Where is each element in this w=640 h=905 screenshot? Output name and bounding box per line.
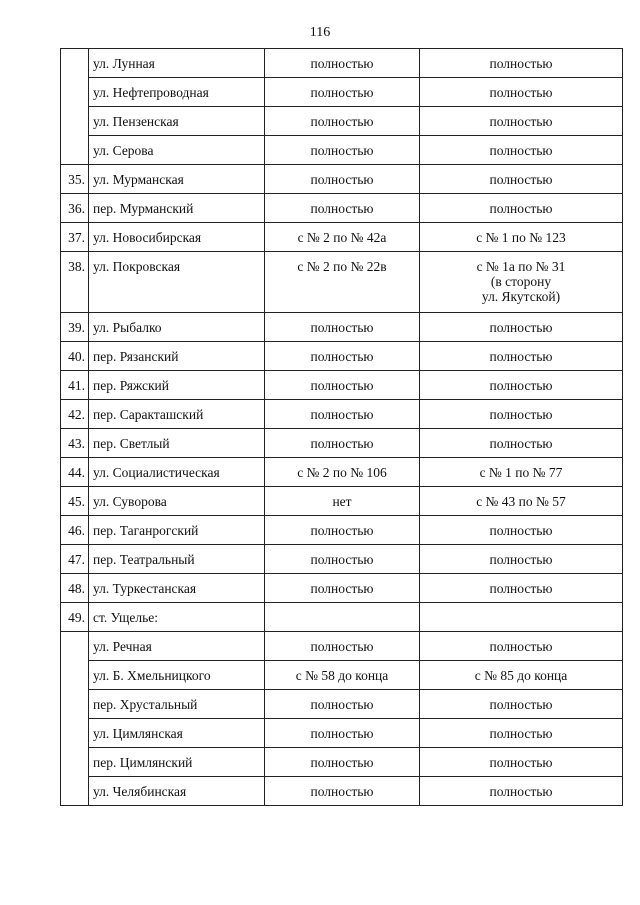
cell-odd-text: полностью [489,523,553,538]
cell-even [265,49,420,78]
cell-street-text: пер. Цимлянский [93,755,193,770]
cell-num [61,603,89,632]
cell-even-text: полностью [310,378,374,393]
table-row [61,165,623,194]
cell-even [265,516,420,545]
cell-even-text [269,603,415,610]
cell-street [89,165,265,194]
cell-num [61,165,89,194]
cell-even-text: полностью [310,581,374,596]
cell-num-text: 47. [68,552,85,567]
cell-street-text: ул. Нефтепроводная [93,85,209,100]
cell-street-text: пер. Саракташский [93,407,204,422]
cell-num [61,661,89,690]
cell-num [61,545,89,574]
cell-odd-text: полностью [489,378,553,393]
cell-odd [420,458,623,487]
cell-even [265,632,420,661]
cell-even [265,661,420,690]
table-row [61,632,623,661]
cell-num-text [65,136,85,143]
cell-num [61,49,89,78]
cell-odd [420,49,623,78]
cell-even-text: полностью [310,114,374,129]
cell-even-text: полностью [310,85,374,100]
cell-even [265,400,420,429]
cell-odd [420,487,623,516]
cell-street-text: ул. Мурманская [93,172,184,187]
cell-street-text: ул. Рыбалко [93,320,162,335]
cell-even-text: с № 58 до конца [295,668,389,683]
table-row [61,136,623,165]
cell-num-text: 49. [68,610,85,625]
cell-num [61,78,89,107]
cell-odd-text: с № 1а по № 31 (в сторону ул. Якутской) [476,259,566,304]
table-row [61,719,623,748]
cell-street-text: пер. Таганрогский [93,523,199,538]
cell-num [61,223,89,252]
table-row [61,223,623,252]
cell-even [265,603,420,632]
cell-street [89,603,265,632]
table-row [61,371,623,400]
cell-num [61,252,89,313]
cell-even-text: полностью [310,349,374,364]
cell-street-text: ул. Туркестанская [93,581,197,596]
cell-street [89,545,265,574]
cell-odd-text: полностью [489,436,553,451]
cell-street-text: пер. Светлый [93,436,170,451]
cell-even [265,194,420,223]
cell-num-text: 44. [68,465,85,480]
cell-num-text: 39. [68,320,85,335]
cell-even [265,719,420,748]
cell-street-text: ул. Речная [93,639,152,654]
cell-num [61,194,89,223]
cell-even-text: полностью [310,320,374,335]
cell-num-text: 40. [68,349,85,364]
cell-even [265,107,420,136]
cell-num [61,719,89,748]
cell-num-text: 37. [68,230,85,245]
cell-street-text: ул. Суворова [93,494,167,509]
table-row [61,313,623,342]
cell-street-text: пер. Рязанский [93,349,179,364]
cell-odd [420,748,623,777]
cell-street [89,690,265,719]
cell-num-text [65,748,85,755]
cell-num [61,429,89,458]
cell-odd-text: полностью [489,56,553,71]
cell-street-text: ул. Б. Хмельницкого [93,668,211,683]
cell-odd-text: полностью [489,639,553,654]
cell-street [89,574,265,603]
cell-num [61,516,89,545]
cell-odd-text: с № 1 по № 123 [476,230,566,245]
cell-even-text: полностью [310,201,374,216]
cell-odd-text [424,603,618,610]
table-row [61,458,623,487]
cell-even-text: с № 2 по № 42а [297,230,387,245]
cell-odd [420,661,623,690]
cell-num-text: 48. [68,581,85,596]
cell-street-text: ул. Челябинская [93,784,187,799]
cell-num [61,632,89,661]
table-row [61,429,623,458]
cell-street-text: ул. Социалистическая [93,465,220,480]
cell-street-text: ул. Новосибирская [93,230,202,245]
cell-odd [420,107,623,136]
cell-even [265,429,420,458]
cell-odd-text: полностью [489,726,553,741]
cell-num-text [65,777,85,784]
cell-num-text: 35. [68,172,85,187]
cell-odd-text: полностью [489,552,553,567]
cell-odd [420,252,623,313]
cell-street [89,252,265,313]
cell-street [89,458,265,487]
cell-street [89,429,265,458]
cell-num [61,487,89,516]
cell-num [61,458,89,487]
cell-even-text: полностью [310,552,374,567]
table-row [61,78,623,107]
cell-even-text: с № 2 по № 106 [297,465,387,480]
table-row [61,49,623,78]
cell-even [265,690,420,719]
cell-even-text: полностью [310,172,374,187]
cell-odd-text: полностью [489,697,553,712]
table-row [61,777,623,806]
cell-odd-text: полностью [489,172,553,187]
table-row [61,487,623,516]
cell-even-text: полностью [310,407,374,422]
cell-num-text: 38. [68,259,85,274]
cell-odd [420,603,623,632]
cell-odd [420,719,623,748]
cell-num [61,690,89,719]
page-number: 116 [309,25,331,40]
table-row [61,342,623,371]
cell-odd [420,313,623,342]
cell-odd [420,690,623,719]
cell-even [265,777,420,806]
table-row [61,748,623,777]
cell-street [89,748,265,777]
cell-street-text: ул. Лунная [93,56,155,71]
cell-even [265,223,420,252]
cell-num-text: 46. [68,523,85,538]
cell-odd [420,78,623,107]
cell-odd [420,516,623,545]
cell-street-text: ст. Ущелье: [93,610,159,625]
cell-street-text: пер. Мурманский [93,201,194,216]
cell-even-text: полностью [310,639,374,654]
cell-odd [420,223,623,252]
table-row [61,107,623,136]
cell-odd [420,165,623,194]
cell-street-text: пер. Театральный [93,552,195,567]
cell-num-text [65,107,85,114]
cell-street-text: ул. Пензенская [93,114,179,129]
cell-odd [420,136,623,165]
cell-num [61,574,89,603]
cell-odd-text: полностью [489,755,553,770]
streets-table-body [61,49,623,806]
cell-even [265,748,420,777]
cell-odd [420,194,623,223]
cell-num-text: 43. [68,436,85,451]
table-row [61,516,623,545]
cell-even [265,136,420,165]
cell-street [89,223,265,252]
streets-table [60,48,623,806]
cell-num-text: 42. [68,407,85,422]
cell-odd-text: полностью [489,784,553,799]
cell-even-text: полностью [310,697,374,712]
cell-even-text: полностью [310,436,374,451]
cell-odd-text: полностью [489,349,553,364]
cell-odd-text: с № 85 до конца [474,668,568,683]
cell-street [89,49,265,78]
cell-num [61,342,89,371]
cell-even-text: полностью [310,726,374,741]
cell-num [61,313,89,342]
cell-odd-text: полностью [489,114,553,129]
cell-odd-text: полностью [489,201,553,216]
cell-street [89,777,265,806]
cell-odd [420,632,623,661]
cell-street [89,342,265,371]
cell-even-text: полностью [310,56,374,71]
cell-street [89,487,265,516]
cell-even [265,487,420,516]
cell-street-text: пер. Ряжский [93,378,170,393]
cell-num-text [65,632,85,639]
cell-odd-text: полностью [489,320,553,335]
cell-odd-text: полностью [489,581,553,596]
cell-street-text: пер. Хрустальный [93,697,198,712]
cell-num-text [65,78,85,85]
cell-odd-text: с № 1 по № 77 [479,465,563,480]
cell-num-text [65,690,85,697]
cell-street [89,400,265,429]
cell-odd [420,342,623,371]
cell-even [265,252,420,313]
cell-street-text: ул. Покровская [93,259,181,274]
cell-street-text: ул. Серова [93,143,154,158]
cell-even-text: полностью [310,143,374,158]
cell-even [265,371,420,400]
cell-even-text: нет [332,494,352,509]
cell-num [61,777,89,806]
table-row [61,400,623,429]
cell-num-text [65,49,85,56]
cell-street-text: ул. Цимлянская [93,726,183,741]
cell-num-text: 36. [68,201,85,216]
cell-street [89,313,265,342]
cell-num-text [65,661,85,668]
cell-odd-text: с № 43 по № 57 [476,494,566,509]
cell-odd [420,545,623,574]
cell-odd [420,777,623,806]
cell-odd-text: полностью [489,85,553,100]
cell-street [89,719,265,748]
table-row [61,690,623,719]
cell-odd-text: полностью [489,143,553,158]
table-row [61,574,623,603]
cell-street [89,107,265,136]
cell-odd-text: полностью [489,407,553,422]
cell-even [265,313,420,342]
cell-street [89,78,265,107]
cell-street [89,632,265,661]
cell-num [61,371,89,400]
cell-street [89,371,265,400]
cell-street [89,136,265,165]
table-row [61,545,623,574]
cell-num-text [65,719,85,726]
cell-odd [420,429,623,458]
cell-street [89,661,265,690]
cell-num-text: 41. [68,378,85,393]
cell-num [61,136,89,165]
cell-street [89,194,265,223]
cell-num [61,748,89,777]
cell-even-text: полностью [310,523,374,538]
cell-even [265,78,420,107]
cell-even [265,342,420,371]
table-row [61,603,623,632]
table-row [61,194,623,223]
cell-num-text: 45. [68,494,85,509]
cell-num [61,400,89,429]
cell-street [89,516,265,545]
cell-odd [420,574,623,603]
cell-even [265,165,420,194]
cell-even [265,545,420,574]
table-row [61,252,623,313]
cell-odd [420,400,623,429]
cell-even-text: полностью [310,755,374,770]
cell-even-text: полностью [310,784,374,799]
cell-odd [420,371,623,400]
cell-even-text: с № 2 по № 22в [297,259,387,274]
table-row [61,661,623,690]
cell-even [265,458,420,487]
cell-num [61,107,89,136]
cell-even [265,574,420,603]
